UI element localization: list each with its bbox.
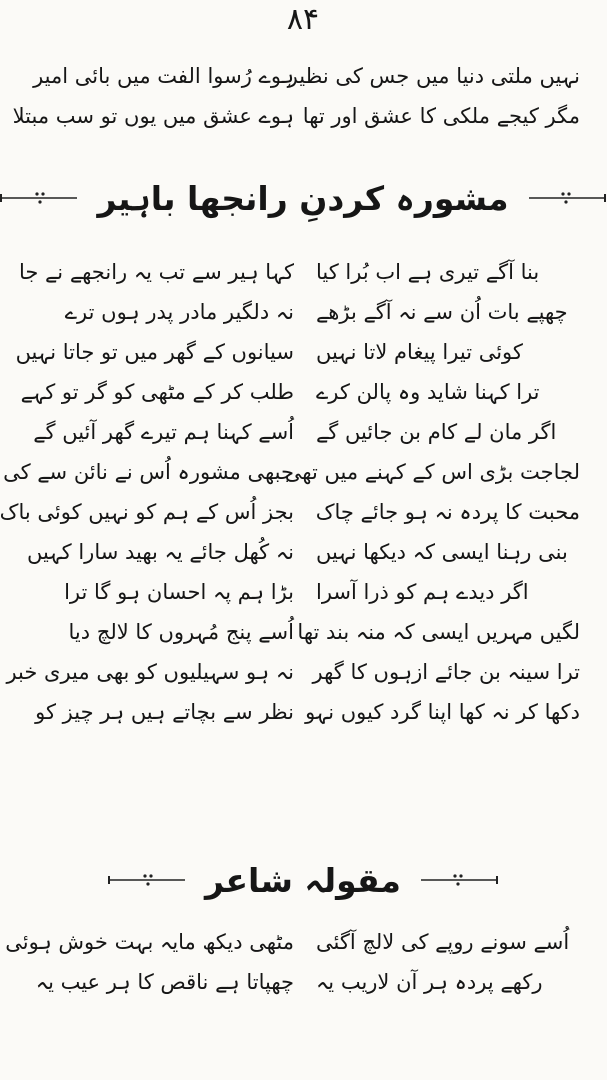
section2-stanza xyxy=(5,922,580,1002)
couplet-first-line: نہ دلگیر مادر پدر ہوں ترے xyxy=(64,300,294,324)
couplet-second-line: لجاجت بڑی اس کے کہنے میں تھی xyxy=(284,460,580,484)
couplet-first-line: مٹھی دیکھ مایہ بہت خوش ہوئی xyxy=(5,930,294,954)
section-heading-1 xyxy=(0,170,606,226)
couplet xyxy=(30,412,580,452)
couplet xyxy=(27,532,580,572)
couplet xyxy=(30,962,580,1002)
couplet xyxy=(6,652,580,692)
couplet-first-line: اُسے کہنا ہم تیرے گھر آئیں گے xyxy=(33,420,294,444)
section1-stanza xyxy=(0,252,580,732)
couplet xyxy=(30,612,580,652)
couplet xyxy=(20,372,580,412)
couplet xyxy=(30,692,580,732)
couplet xyxy=(0,492,580,532)
couplet xyxy=(3,452,580,492)
couplet-second-line: ترا کہنا شاید وہ پالن کرے xyxy=(316,380,540,404)
couplet xyxy=(15,332,580,372)
left-ornament-icon xyxy=(0,191,79,205)
couplet-second-line: اگر دیدے ہم کو ذرا آسرا xyxy=(316,580,529,604)
couplet-second-line: نہیں ملتی دنیا میں جس کی نظیر xyxy=(287,64,580,88)
couplet-second-line: بنا آگے تیری ہے اب بُرا کیا xyxy=(316,260,540,284)
intro-stanza xyxy=(12,56,580,136)
couplet-second-line: ترا سینہ بن جائے ازہوں کا گھر xyxy=(312,660,580,684)
section-title: مشورہ کردنِ رانجھا باہیر xyxy=(97,178,509,218)
couplet xyxy=(12,96,580,136)
couplet-first-line: چھپاتا ہے ناقص کا ہر عیب یہ xyxy=(35,970,294,994)
couplet xyxy=(5,922,580,962)
couplet-second-line: کوئی تیرا پیغام لاتا نہیں xyxy=(316,340,523,364)
couplet-second-line: لگیں مہریں ایسی کہ منہ بند تھا xyxy=(297,620,580,644)
couplet xyxy=(18,252,580,292)
couplet-second-line: رکھے پردہ ہر آن لاریب یہ xyxy=(316,970,543,994)
section-heading-2 xyxy=(0,850,606,910)
couplet xyxy=(30,56,580,96)
left-ornament-icon xyxy=(107,873,187,887)
couplet-second-line: مگر کیجے ملکی کا عشق اور تھا xyxy=(302,104,580,128)
couplet-first-line: بڑا ہم پہ احسان ہو گا ترا xyxy=(64,580,294,604)
couplet-first-line: ہوے عشق میں یوں تو سب مبتلا xyxy=(12,104,294,128)
couplet-second-line: اگر مان لے کام بن جائیں گے xyxy=(316,420,557,444)
couplet-second-line: بنی رہنا ایسی کہ دیکھا نہیں xyxy=(316,540,568,564)
couplet-first-line: جبھی مشورہ اُس نے نائن سے کی xyxy=(3,460,294,484)
couplet-first-line: نظر سے بچاتے ہیں ہر چیز کو xyxy=(35,700,294,724)
couplet-second-line: اُسے سونے روپے کی لالچ آگئی xyxy=(316,930,570,954)
couplet-first-line: نہ کُھل جائے یہ بھید سارا کہیں xyxy=(27,540,294,564)
section-title: مقولہ شاعر xyxy=(204,860,401,900)
couplet-first-line: ہوے رُسوا الفت میں بائی امیر xyxy=(33,64,294,88)
couplet-second-line: چھپے بات اُن سے نہ آگے بڑھے xyxy=(316,300,568,324)
right-ornament-icon xyxy=(419,873,499,887)
couplet-second-line: دکھا کر نہ کھا اپنا گرد کیوں نہو xyxy=(305,700,580,724)
couplet xyxy=(30,572,580,612)
couplet-first-line: اُسے پنج مُہروں کا لالچ دیا xyxy=(68,620,294,644)
couplet-second-line: محبت کا پردہ نہ ہو جائے چاک xyxy=(315,500,580,524)
page-number: ۸۴ xyxy=(286,2,320,37)
couplet-first-line: نہ ہو سہیلیوں کو بھی میری خبر xyxy=(6,660,294,684)
couplet-first-line: طلب کر کے مٹھی کو گر تو کہے xyxy=(20,380,294,404)
couplet xyxy=(30,292,580,332)
right-ornament-icon xyxy=(527,191,607,205)
couplet-first-line: سیانوں کے گھر میں تو جاتا نہیں xyxy=(15,340,294,364)
couplet-first-line: بجز اُس کے ہم کو نہیں کوئی باک xyxy=(0,500,294,524)
couplet-first-line: کہا ہیر سے تب یہ رانجھے نے جا xyxy=(18,260,294,284)
